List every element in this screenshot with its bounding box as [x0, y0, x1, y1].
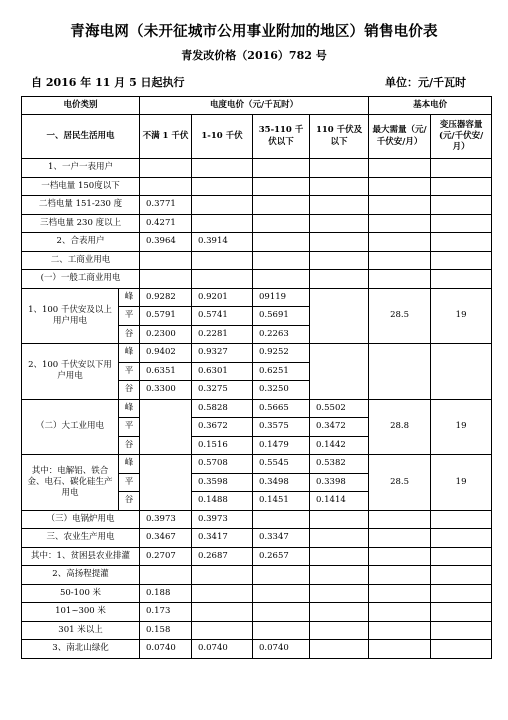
row-label: 301 米以上 [22, 621, 140, 640]
row-label: 101~300 米 [22, 603, 140, 622]
table-row [22, 529, 492, 548]
price-cell: 0.6301 [192, 362, 253, 381]
table-row [22, 196, 492, 215]
row-label: （三）电锅炉用电 [22, 510, 140, 529]
price-cell: 0.2281 [192, 325, 253, 344]
group-label: （二）大工业用电 [22, 399, 119, 455]
table-row [22, 270, 492, 289]
tou-flat-label: 平 [119, 307, 140, 326]
price-cell: 0.1442 [310, 436, 369, 455]
table-row [22, 288, 492, 307]
price-cell: 0.3250 [253, 381, 310, 400]
price-cell: 0.5828 [192, 399, 253, 418]
max-demand-cell: 28.5 [369, 288, 431, 344]
price-cell: 0.3467 [140, 529, 192, 548]
price-cell: 0.1451 [253, 492, 310, 511]
tou-valley-label: 谷 [119, 436, 140, 455]
row-label: 二、工商业用电 [22, 251, 140, 270]
table-row [22, 640, 492, 659]
price-cell: 0.6251 [253, 362, 310, 381]
header-basic-price: 基本电价 [369, 97, 492, 115]
price-cell: 0.2657 [253, 547, 310, 566]
price-cell: 0.3398 [310, 473, 369, 492]
header-row-2 [22, 115, 492, 159]
price-cell: 0.188 [140, 584, 192, 603]
price-cell: 0.3672 [192, 418, 253, 437]
price-cell: 0.5382 [310, 455, 369, 474]
price-cell: 0.1488 [192, 492, 253, 511]
header-residential: 一、居民生活用电 [22, 115, 140, 159]
header-lt1kv: 不满 1 千伏 [140, 115, 192, 159]
tou-peak-label: 峰 [119, 344, 140, 363]
price-cell: 0.9201 [192, 288, 253, 307]
price-cell: 0.0740 [253, 640, 310, 659]
price-cell: 0.6351 [140, 362, 192, 381]
table-row [22, 159, 492, 178]
table-row [22, 603, 492, 622]
price-cell: 0.3914 [192, 233, 253, 252]
table-row [22, 584, 492, 603]
table-row [22, 455, 492, 474]
max-demand-cell: 28.8 [369, 399, 431, 455]
group-label: 其中：电解铝、铁合金、电石、碳化硅生产用电 [22, 455, 119, 511]
price-cell: 0.5708 [192, 455, 253, 474]
row-label: 二档电量 151-230 度 [22, 196, 140, 215]
table-row [22, 566, 492, 585]
tou-valley-label: 谷 [119, 492, 140, 511]
table-row [22, 251, 492, 270]
price-cell: 0.3598 [192, 473, 253, 492]
header-category: 电价类别 [22, 97, 140, 115]
price-cell: 0.9402 [140, 344, 192, 363]
price-cell: 0.3964 [140, 233, 192, 252]
unit-label: 单位：元/千瓦时 [385, 76, 467, 89]
table-row [22, 214, 492, 233]
header-row-1 [22, 97, 492, 115]
row-label: 一档电量 150度以下 [22, 177, 140, 196]
price-cell: 0.2300 [140, 325, 192, 344]
price-cell: 09119 [253, 288, 310, 307]
price-cell: 0.2687 [192, 547, 253, 566]
price-cell: 0.0740 [140, 640, 192, 659]
row-label: (一）一般工商业用电 [22, 270, 140, 289]
price-cell: 0.5545 [253, 455, 310, 474]
price-cell: 0.2263 [253, 325, 310, 344]
price-cell: 0.3575 [253, 418, 310, 437]
row-label: 2、高扬程提灌 [22, 566, 140, 585]
header-35-110kv: 35-110 千伏以下 [253, 115, 310, 159]
tou-flat-label: 平 [119, 362, 140, 381]
price-cell: 0.2707 [140, 547, 192, 566]
table-row [22, 547, 492, 566]
price-cell: 0.9282 [140, 288, 192, 307]
row-label: 50-100 米 [22, 584, 140, 603]
table-row [22, 233, 492, 252]
price-cell: 0.9327 [192, 344, 253, 363]
price-cell: 0.3347 [253, 529, 310, 548]
price-cell: 0.1516 [192, 436, 253, 455]
table-row [22, 177, 492, 196]
header-110kv-up: 110 千伏及以下 [310, 115, 369, 159]
table-row [22, 344, 492, 363]
effective-date: 自 2016 年 11 月 5 日起执行 [31, 76, 185, 89]
table-row [22, 399, 492, 418]
price-cell: 0.5691 [253, 307, 310, 326]
price-cell: 0.173 [140, 603, 192, 622]
price-cell: 0.3973 [192, 510, 253, 529]
tou-peak-label: 峰 [119, 455, 140, 474]
transformer-cell: 19 [431, 455, 492, 511]
row-label: 3、南北山绿化 [22, 640, 140, 659]
row-label: 1、一户一表用户 [22, 159, 140, 178]
price-cell: 0.1479 [253, 436, 310, 455]
table-row [22, 621, 492, 640]
price-cell: 0.5665 [253, 399, 310, 418]
price-cell: 0.3275 [192, 381, 253, 400]
tou-flat-label: 平 [119, 418, 140, 437]
tou-valley-label: 谷 [119, 325, 140, 344]
price-cell: 0.0740 [192, 640, 253, 659]
header-transformer: 变压器容量(元/千伏安/月） [431, 115, 492, 159]
max-demand-cell: 28.5 [369, 455, 431, 511]
group-label: 1、100 千伏安及以上用户用电 [22, 288, 119, 344]
document-subtitle: 青发改价格（2016）782 号 [181, 49, 327, 62]
tou-flat-label: 平 [119, 473, 140, 492]
price-cell: 0.4271 [140, 214, 192, 233]
transformer-cell: 19 [431, 288, 492, 344]
tou-peak-label: 峰 [119, 288, 140, 307]
price-cell: 0.3300 [140, 381, 192, 400]
price-cell: 0.5502 [310, 399, 369, 418]
header-1-10kv: 1-10 千伏 [192, 115, 253, 159]
price-cell: 0.3417 [192, 529, 253, 548]
document-title: 青海电网（未开征城市公用事业附加的地区）销售电价表 [70, 23, 438, 40]
tou-peak-label: 峰 [119, 399, 140, 418]
price-cell: 0.9252 [253, 344, 310, 363]
group-label: 2、100 千伏安以下用户用电 [22, 344, 119, 400]
price-cell: 0.5741 [192, 307, 253, 326]
price-cell: 0.1414 [310, 492, 369, 511]
row-label: 2、合表用户 [22, 233, 140, 252]
price-cell: 0.3771 [140, 196, 192, 215]
price-cell: 0.5791 [140, 307, 192, 326]
row-label: 三档电量 230 度以上 [22, 214, 140, 233]
price-cell: 0.3973 [140, 510, 192, 529]
price-cell: 0.3472 [310, 418, 369, 437]
price-table [21, 96, 492, 659]
table-row [22, 510, 492, 529]
header-energy-price: 电度电价（元/千瓦时） [140, 97, 369, 115]
row-label: 其中：1、贫困县农业排灌 [22, 547, 140, 566]
transformer-cell: 19 [431, 399, 492, 455]
price-cell: 0.158 [140, 621, 192, 640]
price-cell: 0.3498 [253, 473, 310, 492]
tou-valley-label: 谷 [119, 381, 140, 400]
row-label: 三、农业生产用电 [22, 529, 140, 548]
header-max-demand: 最大需量（元/千伏安/月） [369, 115, 431, 159]
